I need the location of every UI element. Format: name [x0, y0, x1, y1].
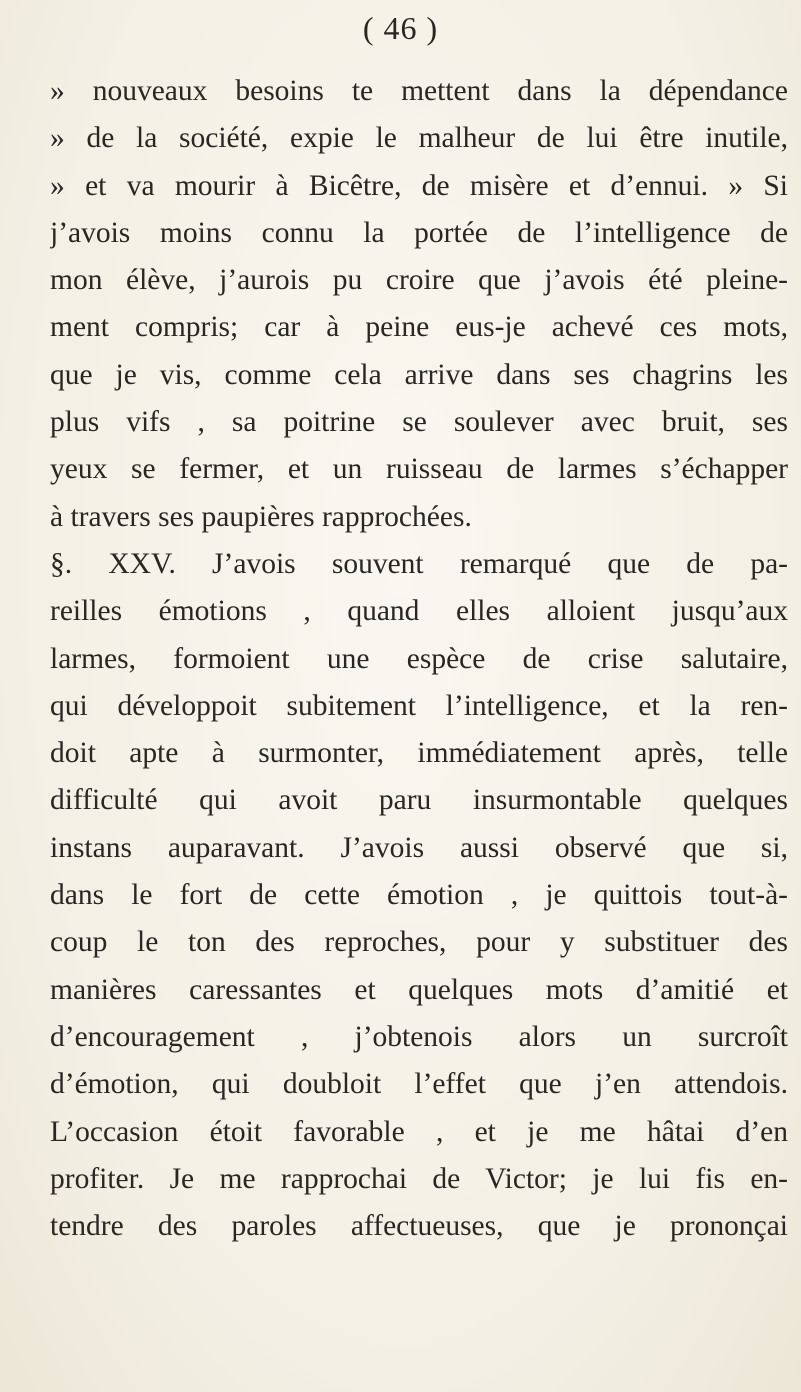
text-line: que je vis, comme cela arrive dans ses chagrins les: [50, 358, 788, 391]
paragraph-end-line: à travers ses paupières rapprochées.: [50, 500, 472, 533]
text-line: instans auparavant. J’avois aussi observé que si,: [50, 831, 788, 864]
text-line: j’avois moins connu la portée de l’intelligence de: [50, 216, 788, 249]
text-line: d’encouragement , j’obtenois alors un surcroît: [50, 1020, 788, 1053]
text-line: profiter. Je me rapprochai de Victor; je lui fis en-: [50, 1162, 788, 1195]
text-line: ment compris; car à peine eus-je achevé ces mots,: [50, 311, 788, 344]
text-line: reilles émotions , quand elles alloient jusqu’aux: [50, 595, 788, 628]
text-line: d’émotion, qui doubloit l’effet que j’en attendois.: [50, 1068, 788, 1101]
text-line: difficulté qui avoit paru insurmontable quelques: [50, 784, 788, 817]
text-line: plus vifs , sa poitrine se soulever avec bruit, ses: [50, 406, 788, 439]
text-line: mon élève, j’aurois pu croire que j’avois été pleine-: [50, 264, 788, 297]
body-text: [50, 68, 788, 1250]
text-line: yeux se fermer, et un ruisseau de larmes s’échapper: [50, 453, 788, 486]
text-line: larmes, formoient une espèce de crise salutaire,: [50, 642, 788, 675]
text-line: tendre des paroles affectueuses, que je prononçai: [50, 1210, 788, 1243]
text-line: » et va mourir à Bicêtre, de misère et d’ennui. » Si: [50, 169, 788, 202]
text-line: L’occasion étoit favorable , et je me hâtai d’en: [50, 1115, 788, 1148]
text-line: manières caressantes et quelques mots d’amitié et: [50, 973, 788, 1006]
text-line: » nouveaux besoins te mettent dans la dépendance: [50, 75, 788, 107]
text-line: coup le ton des reproches, pour y substituer des: [50, 926, 788, 959]
text-line: doit apte à surmonter, immédiatement après, telle: [50, 737, 788, 770]
page-number: ( 46 ): [362, 10, 439, 46]
text-line: qui développoit subitement l’intelligence, et la ren-: [50, 689, 788, 722]
text-line: » de la société, expie le malheur de lui être inutile,: [50, 122, 788, 155]
section-start-line: §. XXV. J’avois souvent remarqué que de pa-: [50, 547, 788, 580]
text-line: dans le fort de cette émotion , je quittois tout-à-: [50, 879, 788, 912]
